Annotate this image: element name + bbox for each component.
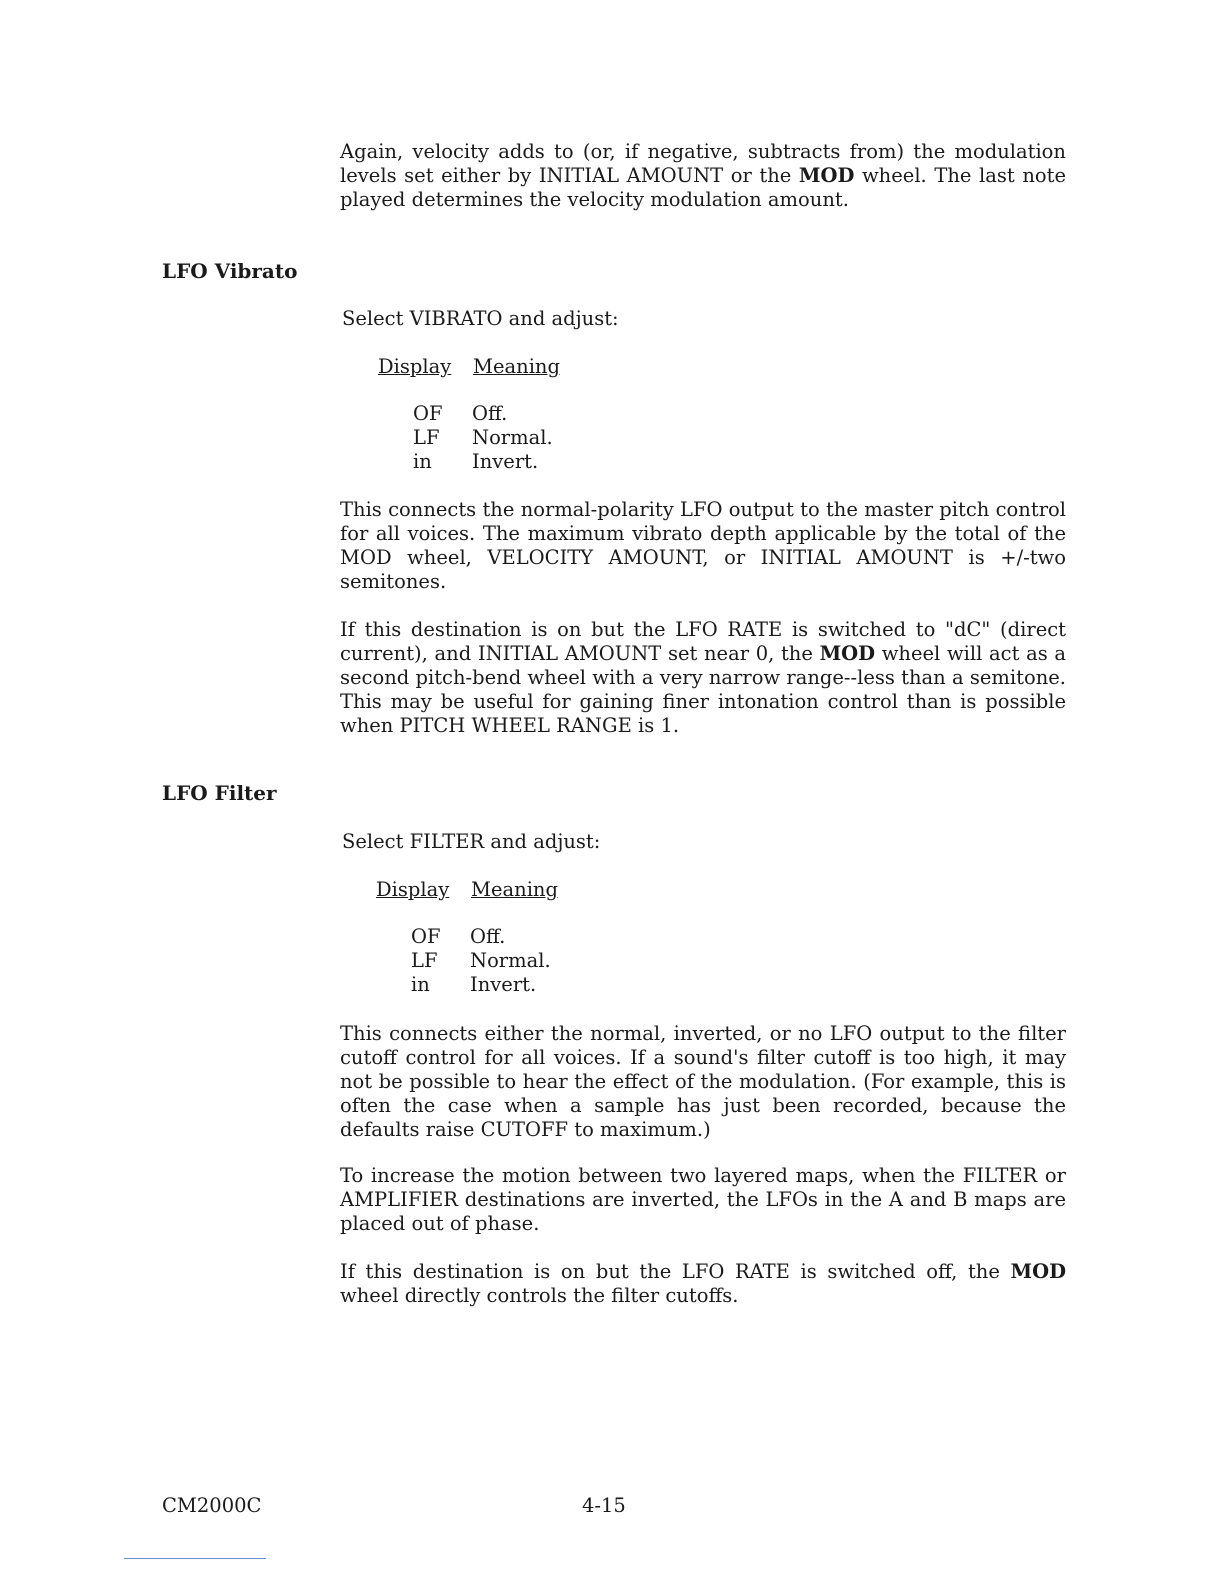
vibrato-paragraph-2 <box>340 618 1066 738</box>
filter-row-display: in <box>411 973 430 996</box>
vibrato-paragraph-1: This connects the normal-polarity LFO output to the master pitch control for all voices. The maximum vibrato depth applicable by the total of the MOD wheel, VELOCITY AMOUNT, or INITIAL AMOUNT is +/-two semitones. <box>340 498 1066 593</box>
filter-row-meaning: Normal. <box>470 949 551 972</box>
filter-heading: LFO Filter <box>162 781 277 805</box>
filter-row-meaning: Off. <box>470 925 506 948</box>
filter-row-display: OF <box>411 925 441 948</box>
vibrato-select-text: Select VIBRATO and adjust: <box>342 307 619 330</box>
vibrato-row-display: OF <box>413 402 443 425</box>
footer-page-number: 4-15 <box>582 1494 626 1517</box>
vibrato-header-meaning: Meaning <box>473 355 560 378</box>
filter-header-meaning: Meaning <box>471 878 558 901</box>
vibrato-row-meaning: Normal. <box>472 426 553 449</box>
vibrato-mod-bold: MOD <box>819 642 876 665</box>
filter-row-display: LF <box>411 949 438 972</box>
filter-mod-bold: MOD <box>1010 1260 1066 1283</box>
intro-mod-bold: MOD <box>798 164 855 187</box>
vibrato-p2-text-1: If this destination is on but the LFO RATE is switched to "dC" (direct current), and INITIAL AMOUNT set near 0, the <box>340 618 1066 665</box>
filter-header-display: Display <box>376 878 450 901</box>
vibrato-row-display: LF <box>413 426 440 449</box>
intro-text-2: wheel. The last note played determines the velocity modulation amount. <box>340 164 1066 211</box>
vibrato-heading: LFO Vibrato <box>162 259 298 283</box>
vibrato-row-meaning: Off. <box>472 402 508 425</box>
vibrato-p2-text-2: wheel will act as a second pitch-bend wheel with a very narrow range--less than a semitone. This may be useful for gaining finer intonation control than is possible when PITCH WHEEL RANGE is 1. <box>340 642 1066 737</box>
filter-select-text: Select FILTER and adjust: <box>342 830 601 853</box>
filter-p3-text-1: If this destination is on but the LFO RATE is switched off, the <box>340 1260 1011 1283</box>
filter-row-meaning: Invert. <box>470 973 537 996</box>
filter-paragraph-3 <box>340 1260 1066 1308</box>
filter-p3-text-2: wheel directly controls the filter cutoffs. <box>340 1284 739 1307</box>
filter-paragraph-2: To increase the motion between two layered maps, when the FILTER or AMPLIFIER destinations are inverted, the LFOs in the A and B maps are placed out of phase. <box>340 1164 1066 1235</box>
intro-paragraph <box>340 140 1066 212</box>
footer-doc-id: CM2000C <box>162 1494 262 1517</box>
intro-text-1: Again, velocity adds to (or, if negative, subtracts from) the modulation levels set either by INITIAL AMOUNT or the <box>340 140 1066 187</box>
vibrato-row-display: in <box>413 450 432 473</box>
vibrato-row-meaning: Invert. <box>472 450 539 473</box>
filter-paragraph-1: This connects either the normal, inverted, or no LFO output to the filter cutoff control for all voices. If a sound's filter cutoff is too high, it may not be possible to hear the effect of the modulation. (For example, this is often the case when a sample has just been recorded, because the defaults raise CUTOFF to maximum.) <box>340 1022 1066 1141</box>
vibrato-header-display: Display <box>378 355 452 378</box>
footer-rule <box>124 1558 266 1559</box>
